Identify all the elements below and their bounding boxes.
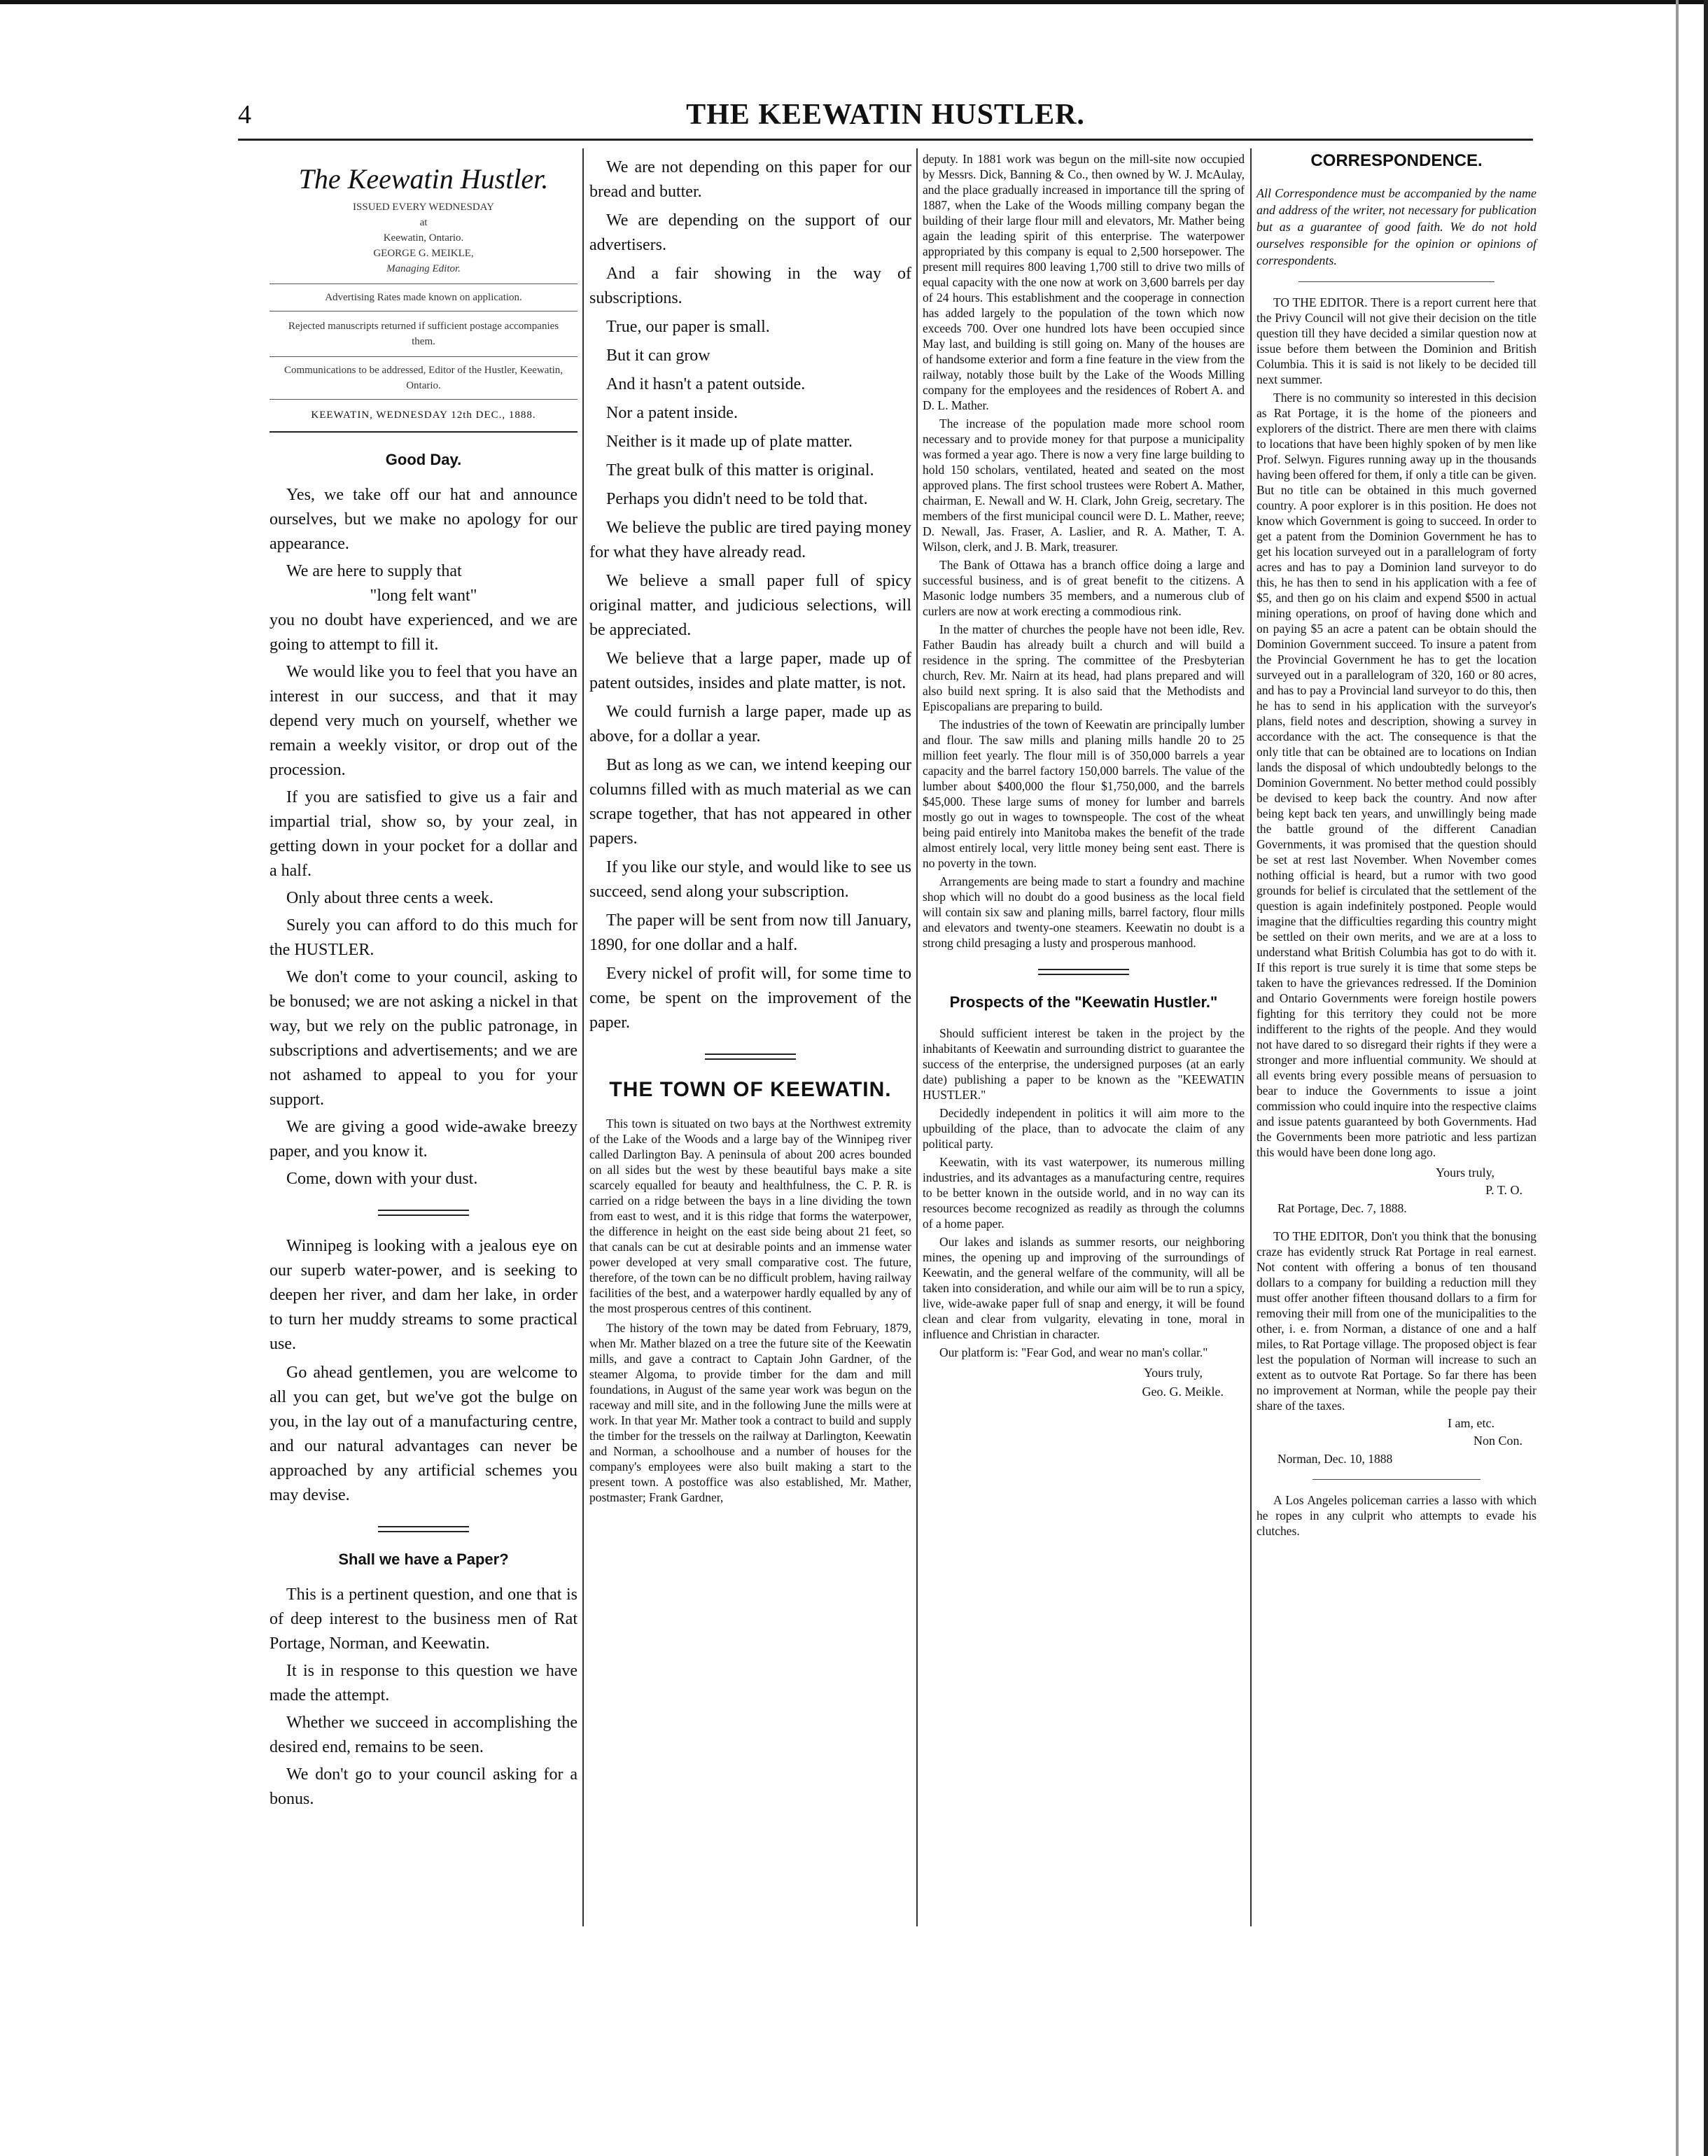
signature: Non Con. bbox=[1473, 1434, 1522, 1448]
paragraph: We don't go to your council asking for a bonus. bbox=[270, 1765, 578, 1808]
article-heading: Shall we have a Paper? bbox=[338, 1550, 509, 1568]
article-heading: Good Day. bbox=[385, 451, 462, 468]
paragraph: Only about three cents a week. bbox=[286, 889, 493, 907]
paragraph: Winnipeg is looking with a jealous eye on our superb water-power, and is seeking to deepen her river, and dam her lake, in order to turn her muddy streams to some practical use. bbox=[270, 1237, 578, 1353]
closing: Yours truly, bbox=[1143, 1366, 1203, 1380]
masthead-dateline: KEEWATIN, WEDNESDAY 12th DEC., 1888. bbox=[311, 410, 536, 421]
paragraph: Should sufficient interest be taken in the project by the inhabitants of Keewatin and surrounding district to guarantee the success of the enterprise, the undersigned purposes (at an early date) publishing a paper to be known as the "KEEWATIN HUSTLER." bbox=[923, 1026, 1245, 1102]
masthead-advertising: Advertising Rates made known on application. bbox=[325, 292, 522, 303]
paragraph: Perhaps you didn't need to be told that. bbox=[606, 490, 868, 508]
page-number: 4 bbox=[238, 100, 251, 130]
paragraph: True, our paper is small. bbox=[606, 318, 770, 336]
paragraph: But as long as we can, we intend keeping our columns filled with as much material as we can scrape together, that has not appeared in other papers. bbox=[589, 756, 911, 848]
paragraph: "long felt want" bbox=[370, 587, 477, 605]
paragraph: We believe a small paper full of spicy original matter, and judicious selections, will be appreciated. bbox=[589, 572, 911, 639]
masthead-line: Managing Editor. bbox=[386, 263, 461, 274]
paragraph: TO THE EDITOR. There is a report current here that the Privy Council will not give their decision on the title question till they have decided a similar question now at issue before them between the Dominion and British Columbia. This it is said is not likely to be decided till next summer. bbox=[1256, 295, 1536, 386]
column-rule-2 bbox=[916, 148, 918, 1926]
paragraph: The history of the town may be dated from February, 1879, when Mr. Mather blazed on a tree the future site of the Keewatin mills, and gave a contract to Captain John Gardner, of the steamer Algoma, to provide timber for the dam and mill foundations, in August of the same year work was begun on the raceway and mill site, and in the following June the mills were at work. In that year Mr. Mather took a contract to build and supply the timber for the tressels on the railway at Darlington, Keewatin and Norman, a schoolhouse and a number of houses for the company's employees were also built making a start to the present town. A postoffice was also established, Mr. Mather, postmaster; Frank Gardner, bbox=[589, 1321, 911, 1504]
paragraph: Surely you can afford to do this much for the HUSTLER. bbox=[270, 916, 578, 959]
paragraph: Our platform is: "Fear God, and wear no man's collar." bbox=[939, 1345, 1208, 1359]
paragraph: The increase of the population made more school room necessary and to provide money for that purpose a municipality was formed a year ago. There is now a very fine large building to hold 150 scholars, ventilated, heated and seated on the most approved plans. The first school trustees were Robert A. Mather, chairman, E. Newall and W. H. Clark, John Greig, secretary. The members of the first municipal council were D. L. Mather, reeve; D. Newall, Jas. Fraser, A. Laslier, and R. A. Mather, T. A. Wilson, clerk, and J. B. Mark, treasurer. bbox=[923, 416, 1245, 554]
masthead-line: Keewatin, Ontario. bbox=[383, 232, 464, 244]
article-heading: THE TOWN OF KEEWATIN. bbox=[609, 1078, 892, 1101]
paragraph: This town is situated on two bays at the Northwest extremity of the Lake of the Woods and a large bay of the Winnipeg river called Darlington Bay. A peninsula of about 200 acres bounded on all sides but the west by these beautiful bays make a site scarcely equalled for beauty and healthfulness, the C. P. R. is carried on a ridge between the bays in a line dividing the town from east to west, and it is this ridge that forms the waterpower, the difference in height on the east side being about 21 feet, so that canals can be cut at desirable points and an immense water power developed at very small comparative cost. The future, therefore, of the town can be no difficult problem, having railway facilities of the best, and a waterpower hardly equalled by any of the most prosperous centres of this continent. bbox=[589, 1116, 911, 1315]
paragraph: Whether we succeed in accomplishing the desired end, remains to be seen. bbox=[270, 1714, 578, 1756]
paragraph: TO THE EDITOR, Don't you think that the bonusing craze has evidently struck Rat Portage in real earnest. Not content with offering a bonus of ten thousand dollars to a company for building a reduction mill they must offer another fifteen thousand dollars to a firm for removing their mill from one of the municipalities to the other, i. e. from Norman, a distance of one and a half miles, to Rat Portage village. The proposed object is fear lest the population of Norman will increase to such an extent as to outvote Rat Portage. So far there has been no improvement at Norman, while the people pay their share of the taxes. bbox=[1256, 1229, 1536, 1413]
masthead-rejected: Rejected manuscripts returned if sufficient postage accompanies them. bbox=[288, 321, 559, 347]
page-header bbox=[238, 98, 1533, 133]
dateline: Norman, Dec. 10, 1888 bbox=[1278, 1452, 1393, 1466]
letter-1 bbox=[1256, 295, 1536, 1216]
paper-title: THE KEEWATIN HUSTLER. bbox=[686, 99, 1085, 131]
scan-right-strip bbox=[1676, 0, 1679, 2156]
paragraph: Nor a patent inside. bbox=[606, 404, 738, 422]
section-separator bbox=[705, 1054, 796, 1060]
paragraph: Arrangements are being made to start a foundry and machine shop which will no doubt do a good business as the local field will contain six saw and planing mills, barrel factory, flour mills and elevators and twenty-one steamers. Keewatin no doubt is a strong child presaging a lusty and prosperous manhood. bbox=[923, 874, 1245, 950]
paragraph: The industries of the town of Keewatin are principally lumber and flour. The saw mills and planing mills handle 20 to 25 million feet yearly. The flour mill is of 350,000 barrels a year capacity and the barrel factory 150,000 barrels. The value of the lumber about $400,000 the flour $1,750,000, and the barrels $45,000. These large sums of money for lumber and barrels mostly go out in wages to townspeople. The cost of the wheat being paid entirely into Manitoba makes the benefit of the trade almost entirely local, very little money being sent east. There is no poverty in the town. bbox=[923, 718, 1245, 870]
column-rule-3 bbox=[1250, 148, 1252, 1926]
paragraph: If you like our style, and would like to see us succeed, send along your subscription. bbox=[589, 858, 911, 901]
column-rule-1 bbox=[582, 148, 584, 1926]
paragraph: Neither is it made up of plate matter. bbox=[606, 433, 853, 451]
paragraph: We believe that a large paper, made up of patent outsides, insides and plate matter, is not. bbox=[589, 650, 911, 692]
section-separator bbox=[378, 1526, 469, 1532]
news-item: A Los Angeles policeman carries a lasso with which he ropes in any culprit who attempts to evade his clutches. bbox=[1256, 1493, 1536, 1538]
masthead-title: The Keewatin Hustler. bbox=[298, 163, 549, 195]
paragraph: And it hasn't a patent outside. bbox=[606, 375, 806, 393]
paragraph: We are here to supply that bbox=[286, 562, 462, 580]
shall-we-article bbox=[270, 1583, 578, 1812]
prospects-article bbox=[923, 1026, 1245, 1399]
paragraph: And a fair showing in the way of subscriptions. bbox=[589, 265, 911, 307]
letter-2 bbox=[1256, 1228, 1536, 1466]
header-rule bbox=[238, 139, 1533, 141]
paragraph: We are depending on the support of our advertisers. bbox=[589, 211, 911, 254]
paragraph: We don't come to your council, asking to be bonused; we are not asking a nickel in that way, but we rely on the public patronage, in subscriptions and advertisements; and we are not ashamed to appeal to you for your support. bbox=[270, 968, 578, 1109]
scan-top-edge bbox=[0, 0, 1708, 4]
masthead-rule bbox=[270, 431, 578, 433]
article-heading: Prospects of the "Keewatin Hustler." bbox=[949, 993, 1218, 1011]
item-rule bbox=[1312, 1479, 1480, 1480]
masthead-line: at bbox=[419, 217, 428, 228]
column-3 bbox=[923, 148, 1245, 1926]
paragraph: deputy. In 1881 work was begun on the mill-site now occupied by Messrs. Dick, Banning & Co., then owned by W. J. McAulay, and the place gradually increased in importance till the spring of 1887, when the Lake of the Woods milling company began the building of their large flour mill and elevators, Mr. Mather being again the leading spirit of this enterprise. The waterpower appropriated by this company is equal to 2,500 horsepower. The present mill requires 800 leaving 1,700 still to drive two mills of equal capacity with the one now at work on 3,600 barrels per day of 24 hours. This establishment and the cooperage in connection has added largely to the population of the town which now exceeds 700. Over one hundred lots have been occupied since May last, and building is still going on. Many of the houses are of handsome exterior and form a fine feature in the view from the railway, notably those built by the Lake of the Woods Milling company for the employees and the residences of Robert A. and D. L. Mather. bbox=[923, 152, 1245, 412]
winnipeg-article bbox=[270, 1234, 578, 1508]
scan-right-edge bbox=[1704, 0, 1708, 2156]
paragraph: Our lakes and islands as summer resorts, our neighboring mines, the opening up and improving of the surroundings of Keewatin, and the general welfare of the community, will all be taken into consideration, and while our aim will be to run a spicy, live, wide-awake paper full of snap and energy, it will be found clean and clear from vulgarity, elevating in tone, moral in influence and Christian in character. bbox=[923, 1235, 1245, 1341]
paragraph: The paper will be sent from now till January, 1890, for one dollar and a half. bbox=[589, 911, 911, 954]
paragraph: Go ahead gentlemen, you are welcome to all you can get, but we've got the bulge on you, in the lay out of a manufacturing centre, and our natural advantages can never be approached by any artificial schemes you may devise. bbox=[270, 1364, 578, 1504]
column-1 bbox=[270, 148, 578, 1926]
paragraph: Decidedly independent in politics it will aim more to the upbuilding of the place, than to advocate the claim of any political party. bbox=[923, 1106, 1245, 1151]
masthead-communications: Communications to be addressed, Editor of the Hustler, Keewatin, Ontario. bbox=[284, 365, 564, 391]
paragraph: In the matter of churches the people have not been idle, Rev. Father Baudin has already built a church and will build a residence in the spring. The committee of the Presbyterian church, Rev. Mr. Nairn at its head, had plans prepared and will also build next spring. It is also said that the Methodists and Episcopalians are preparing to build. bbox=[923, 622, 1245, 713]
paragraph: Come, down with your dust. bbox=[286, 1170, 478, 1188]
paragraph: We would like you to feel that you have an interest in our success, and that it may depend very much on yourself, whether we remain a weekly visitor, or drop out of the procession. bbox=[270, 663, 578, 779]
paragraph: This is a pertinent question, and one that is of deep interest to the business men of Rat Portage, Norman, and Keewatin. bbox=[270, 1586, 578, 1653]
column-4 bbox=[1256, 148, 1536, 1926]
masthead-communications-box bbox=[270, 356, 578, 400]
masthead-notices bbox=[270, 284, 578, 312]
masthead-line: ISSUED EVERY WEDNESDAY bbox=[353, 202, 494, 213]
note-rule bbox=[1298, 281, 1494, 282]
closing: Yours truly, bbox=[1435, 1166, 1494, 1180]
paragraph: We could furnish a large paper, made up as above, for a dollar a year. bbox=[589, 703, 911, 746]
masthead-line: GEORGE G. MEIKLE, bbox=[373, 248, 474, 259]
column-2 bbox=[589, 148, 911, 1926]
closing: I am, etc. bbox=[1448, 1416, 1494, 1430]
paragraph: If you are satisfied to give us a fair and impartial trial, show so, by your zeal, in getting down in your pocket for a dollar and a half. bbox=[270, 788, 578, 880]
correspondence-note: All Correspondence must be accompanied by the name and address of the writer, not necessary for publication but as a guarantee of good faith. We do not hold ourselves responsible for the opinion or opinions of correspondents. bbox=[1256, 186, 1536, 267]
paragraph: We believe the public are tired paying money for what they have already read. bbox=[589, 519, 911, 561]
paragraph: Yes, we take off our hat and announce ourselves, but we make no apology for our appearance. bbox=[270, 486, 578, 553]
signature: P. T. O. bbox=[1485, 1183, 1522, 1197]
paragraph: The great bulk of this matter is original. bbox=[606, 461, 874, 479]
paragraph: you no doubt have experienced, and we are going to attempt to fill it. bbox=[270, 611, 578, 654]
section-separator bbox=[1038, 969, 1129, 975]
signature: Geo. G. Meikle. bbox=[1142, 1385, 1224, 1399]
paragraph: Keewatin, with its vast waterpower, its numerous milling industries, and its advantages as a manufacturing centre, requires to be better known in the outside world, and in no way can its resources become recognized as readily as through the columns of a home paper. bbox=[923, 1155, 1245, 1231]
article-heading: CORRESPONDENCE. bbox=[1310, 151, 1483, 170]
paragraph: There is no community so interested in this decision as Rat Portage, it is the home of the pioneers and explorers of the district. There are men there with claims to locations that have been highly spoken of by men like Prof. Selwyn. Figures running away up in the thousands having been offered for them, if only a title can be given. But no title can be obtained in this much governed country. A poor explorer is in this position. He does not know which Government is going to succeed. In order to get a patent from the Dominion Government he has to get his location surveyed out in a parallelogram of forty acres and has to pay a Dominion land surveyor to do this, he has then to send in his application with a fee of $5, and then go on his claim and expend $500 in actual mining operations, on proof of having done which and on paying $5 an acre a patent can be obtain should the Dominion Government succeed. To insure a patent from the Provincial Government he has to get the location surveyed out in a parallelogram of 320, 160 or 80 acres, and has to pay a Provincial land surveyor to do this, then he has to send in his application with the surveyor's plans, field notes and description, showing a survey in accordance with the act. The consequence is that the only title that can be obtained are to locations on Indian lands the disposal of which undoubtedly belongs to the Dominion Government. No better method could possibly be devised to keep back the country. And now after being kept back ten years, and unwillingly being made the battle ground of the different Canadian Governments, it was promised that the question should be set at rest last November. When November comes nothing official is heard, but a rumor with two good grounds for belief is circulated that the settlement of the question is again indefinitely postponed. People would imagine that the difficulties regarding this country might be settled on their own merits, and we are at a loss to understand what British Columbia has got to do with it. If this report is true surely it is time that some steps be taken to have the grievances redressed. If the Dominion and Ontario Governments were foreign hostile powers fighting for this territory they could not be more indifferent to the rights of the people. And they would not have dared to so disregard their rights if they were a stronger and more influential community. We should at all events bring every possible means of persuasion to bear to induce the Governments to issue a joint commission who could inquire into the respective claims and issue patents guaranteed by both Governments. Had the Governments been more patriotic and less partizan this would have been done long ago. bbox=[1256, 391, 1537, 1159]
paragraph: The Bank of Ottawa has a branch office doing a large and successful business, and is of great benefit to the citizens. A Masonic lodge numbers 35 members, and a numerous club of curlers are now at work erecting a commodious rink. bbox=[923, 558, 1245, 618]
paragraph: We are not depending on this paper for our bread and butter. bbox=[589, 158, 911, 201]
dateline: Rat Portage, Dec. 7, 1888. bbox=[1278, 1201, 1407, 1215]
paragraph: We are giving a good wide-awake breezy paper, and you know it. bbox=[270, 1118, 578, 1161]
paragraph: Every nickel of profit will, for some time to come, be spent on the improvement of the paper. bbox=[589, 965, 911, 1032]
editorial-article bbox=[589, 155, 911, 1035]
town-article bbox=[589, 1116, 911, 1505]
paragraph: But it can grow bbox=[606, 346, 710, 365]
town-article-continued bbox=[923, 151, 1245, 951]
section-separator bbox=[378, 1210, 469, 1216]
good-day-article bbox=[270, 483, 578, 1191]
paragraph: It is in response to this question we have made the attempt. bbox=[270, 1662, 578, 1704]
